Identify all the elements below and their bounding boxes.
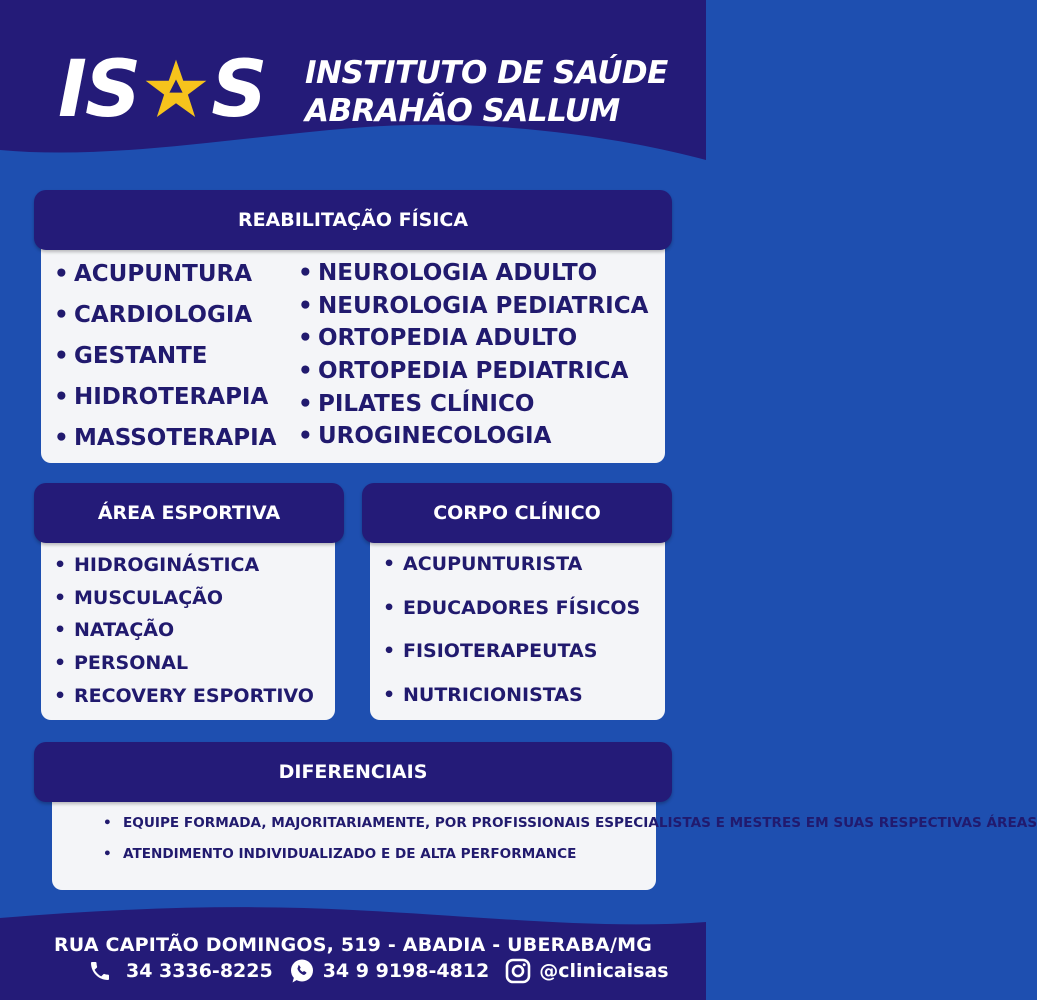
list-item: • NEUROLOGIA ADULTO bbox=[298, 257, 658, 290]
list-item: • ACUPUNTURISTA bbox=[383, 543, 658, 587]
list-item: • MASSOTERAPIA bbox=[54, 421, 289, 462]
list-item: • HIDROGINÁSTICA bbox=[54, 549, 334, 582]
list-item: • RECOVERY ESPORTIVO bbox=[54, 680, 334, 713]
phone-number[interactable]: 34 3336-8225 bbox=[126, 960, 273, 982]
list-item: • EQUIPE FORMADA, MAJORITARIAMENTE, POR PROFISSIONAIS ESPECIALISTAS E MESTRES EM SUAS RESPECTIVAS ÁREAS bbox=[103, 813, 623, 833]
list-item: • HIDROTERAPIA bbox=[54, 380, 289, 421]
reabilitacao-title: REABILITAÇÃO FÍSICA bbox=[237, 209, 469, 231]
address: RUA CAPITÃO DOMINGOS, 519 - ABADIA - UBERABA/MG bbox=[53, 934, 653, 956]
diferenciais-list bbox=[103, 813, 1037, 864]
list-item: • ATENDIMENTO INDIVIDUALIZADO E DE ALTA PERFORMANCE bbox=[103, 844, 623, 864]
corpo-header bbox=[362, 483, 672, 543]
list-item: • MUSCULAÇÃO bbox=[54, 582, 334, 615]
list-item: • NEUROLOGIA PEDIATRICA bbox=[298, 290, 658, 323]
list-item: • ACUPUNTURA bbox=[54, 257, 289, 298]
list-item: • GESTANTE bbox=[54, 339, 289, 380]
list-item: • PERSONAL bbox=[54, 647, 334, 680]
instagram-icon bbox=[505, 958, 531, 984]
esportiva-title: ÁREA ESPORTIVA bbox=[97, 502, 281, 524]
logo-letters-right: S bbox=[211, 45, 266, 135]
esportiva-header bbox=[34, 483, 344, 543]
list-item: • ORTOPEDIA ADULTO bbox=[298, 322, 658, 355]
list-item: • UROGINECOLOGIA bbox=[298, 420, 658, 453]
list-item: • CARDIOLOGIA bbox=[54, 298, 289, 339]
diferenciais-title: DIFERENCIAIS bbox=[278, 761, 428, 783]
whatsapp-number[interactable]: 34 9 9198-4812 bbox=[322, 960, 490, 982]
logo-letters-left: IS bbox=[58, 45, 140, 135]
reabilitacao-header bbox=[34, 190, 672, 250]
esportiva-list bbox=[54, 549, 334, 712]
star-icon bbox=[143, 57, 209, 123]
institute-line2: ABRAHÃO SALLUM bbox=[305, 93, 620, 129]
reabilitacao-list-right bbox=[298, 257, 658, 453]
corpo-list bbox=[383, 543, 658, 717]
institute-name bbox=[305, 54, 668, 130]
list-item: • ORTOPEDIA PEDIATRICA bbox=[298, 355, 658, 388]
diferenciais-header bbox=[34, 742, 672, 802]
phone-icon bbox=[88, 959, 112, 983]
instagram-handle[interactable]: @clinicaisas bbox=[539, 960, 669, 982]
corpo-title: CORPO CLÍNICO bbox=[433, 502, 601, 524]
contact-bar bbox=[88, 958, 669, 984]
list-item: • NATAÇÃO bbox=[54, 614, 334, 647]
reabilitacao-list-left bbox=[54, 257, 289, 462]
list-item: • PILATES CLÍNICO bbox=[298, 388, 658, 421]
list-item: • EDUCADORES FÍSICOS bbox=[383, 587, 658, 631]
whatsapp-icon bbox=[289, 958, 315, 984]
isas-logo bbox=[58, 45, 266, 135]
list-item: • NUTRICIONISTAS bbox=[383, 674, 658, 718]
list-item: • FISIOTERAPEUTAS bbox=[383, 630, 658, 674]
institute-line1: INSTITUTO DE SAÚDE bbox=[305, 55, 668, 91]
